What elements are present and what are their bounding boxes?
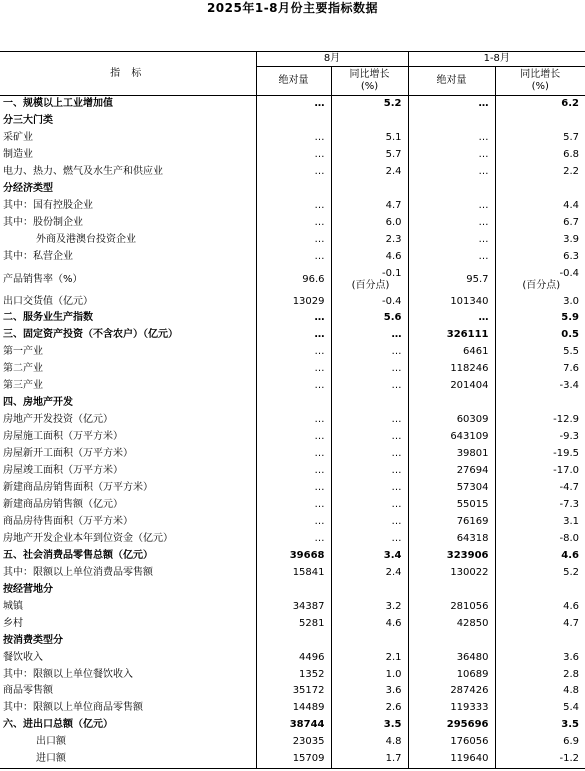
month-yoy-cell: 2.6 <box>331 700 408 717</box>
table-row <box>0 531 585 548</box>
row-label: 房屋竣工面积（万平方米） <box>3 465 123 477</box>
header-month-yoy-line1: 同比增长 <box>349 69 390 80</box>
month-yoy-cell: … <box>331 463 408 480</box>
row-label: 按消费类型分 <box>3 634 63 646</box>
month-yoy-cell <box>331 181 408 198</box>
table-row <box>0 497 585 514</box>
ytd-yoy-cell <box>495 181 585 198</box>
ytd-yoy-cell-value: -0.4 <box>559 267 579 279</box>
header-period-ytd: 1-8月 <box>408 52 585 67</box>
table-row <box>0 599 585 616</box>
month-abs-cell <box>256 395 331 412</box>
page-title: 2025年1-8月份主要指标数据 <box>206 1 379 15</box>
header-ytd-yoy-line1: 同比增长 <box>520 69 561 80</box>
row-label: 城镇 <box>3 600 23 612</box>
ytd-yoy-cell <box>495 113 585 130</box>
row-label: 第三产业 <box>3 380 43 392</box>
month-abs-cell: 15841 <box>256 565 331 582</box>
ytd-abs-cell: 323906 <box>408 548 495 565</box>
table-row <box>0 650 585 667</box>
month-abs-cell: … <box>256 378 331 395</box>
header-row-periods <box>0 52 585 67</box>
table-row <box>0 480 585 497</box>
header-ytd-yoy-line2: (%) <box>531 81 549 92</box>
header-indicator: 指 标 <box>0 52 256 96</box>
ytd-abs-cell: 130022 <box>408 565 495 582</box>
month-abs-cell: … <box>256 429 331 446</box>
ytd-abs-cell: 64318 <box>408 531 495 548</box>
ytd-abs-cell: … <box>408 310 495 327</box>
ytd-yoy-cell: 3.9 <box>495 232 585 249</box>
ytd-yoy-cell: -17.0 <box>495 463 585 480</box>
month-abs-cell: … <box>256 147 331 164</box>
table-row <box>0 463 585 480</box>
ytd-yoy-cell: 6.9 <box>495 734 585 751</box>
ytd-yoy-cell: -4.7 <box>495 480 585 497</box>
ytd-abs-cell: 101340 <box>408 294 495 311</box>
ytd-abs-cell: 201404 <box>408 378 495 395</box>
ytd-abs-cell: 55015 <box>408 497 495 514</box>
ytd-abs-cell: 118246 <box>408 361 495 378</box>
ytd-yoy-cell: -1.2 <box>495 751 585 768</box>
ytd-abs-cell: … <box>408 215 495 232</box>
row-label: 分三大门类 <box>3 114 53 126</box>
table-row <box>0 514 585 531</box>
month-yoy-cell: 3.2 <box>331 599 408 616</box>
ytd-yoy-cell <box>495 582 585 599</box>
table-row <box>0 130 585 147</box>
table-row <box>0 751 585 768</box>
month-abs-cell <box>256 633 331 650</box>
row-label: 产品销售率（%） <box>3 273 83 285</box>
ytd-abs-cell: 60309 <box>408 412 495 429</box>
month-abs-cell: … <box>256 344 331 361</box>
row-label: 新建商品房销售面积（万平方米） <box>3 482 153 494</box>
month-yoy-cell <box>331 266 408 294</box>
ytd-yoy-cell: 5.7 <box>495 130 585 147</box>
ytd-abs-cell: … <box>408 147 495 164</box>
ytd-abs-cell: … <box>408 130 495 147</box>
ytd-abs-cell: … <box>408 232 495 249</box>
month-yoy-cell: 1.7 <box>331 751 408 768</box>
month-yoy-cell: 2.4 <box>331 565 408 582</box>
ytd-abs-cell: 119640 <box>408 751 495 768</box>
table-row <box>0 327 585 344</box>
row-label: 四、房地产开发 <box>3 397 73 409</box>
month-yoy-cell: 5.7 <box>331 147 408 164</box>
ytd-yoy-cell: 6.8 <box>495 147 585 164</box>
ytd-yoy-cell: 3.6 <box>495 650 585 667</box>
ytd-abs-cell: … <box>408 249 495 266</box>
table-row <box>0 378 585 395</box>
ytd-yoy-cell: 5.5 <box>495 344 585 361</box>
month-abs-cell <box>256 181 331 198</box>
ytd-abs-cell: 36480 <box>408 650 495 667</box>
table-row <box>0 412 585 429</box>
ytd-yoy-cell: 5.2 <box>495 565 585 582</box>
row-label: 按经营地分 <box>3 583 53 595</box>
ytd-yoy-cell: 7.6 <box>495 361 585 378</box>
ytd-yoy-cell: -19.5 <box>495 446 585 463</box>
ytd-yoy-cell: 3.0 <box>495 294 585 311</box>
table-row <box>0 548 585 565</box>
table-row <box>0 446 585 463</box>
row-label: 出口交货值（亿元） <box>3 295 93 307</box>
month-yoy-cell: … <box>331 378 408 395</box>
row-label: 采矿业 <box>3 131 33 143</box>
table-row <box>0 395 585 412</box>
ytd-abs-cell: 643109 <box>408 429 495 446</box>
ytd-yoy-cell: 6.3 <box>495 249 585 266</box>
month-yoy-cell <box>331 395 408 412</box>
month-yoy-cell: 3.5 <box>331 717 408 734</box>
ytd-abs-cell: 295696 <box>408 717 495 734</box>
table-row <box>0 294 585 311</box>
ytd-abs-cell: 57304 <box>408 480 495 497</box>
month-yoy-cell: 3.6 <box>331 683 408 700</box>
row-label: 三、固定资产投资（不含农户）（亿元） <box>3 329 178 341</box>
row-label: 房屋施工面积（万平方米） <box>3 431 123 443</box>
row-label: 其中：限额以上单位商品零售额 <box>3 702 143 714</box>
row-label: 房屋新开工面积（万平方米） <box>3 448 133 460</box>
table-row <box>0 734 585 751</box>
month-abs-cell: … <box>256 480 331 497</box>
month-abs-cell: 34387 <box>256 599 331 616</box>
ytd-yoy-cell: -9.3 <box>495 429 585 446</box>
ytd-yoy-cell: -12.9 <box>495 412 585 429</box>
header-month-yoy <box>331 67 408 96</box>
ytd-abs-cell: 42850 <box>408 616 495 633</box>
ytd-abs-cell: 27694 <box>408 463 495 480</box>
header-ytd-abs: 绝对量 <box>408 67 495 96</box>
month-abs-cell: … <box>256 96 331 113</box>
table-row <box>0 361 585 378</box>
month-abs-cell: … <box>256 361 331 378</box>
ytd-abs-cell <box>408 582 495 599</box>
month-yoy-cell: 4.6 <box>331 249 408 266</box>
month-abs-cell: … <box>256 310 331 327</box>
month-abs-cell: … <box>256 497 331 514</box>
ytd-yoy-cell: 3.1 <box>495 514 585 531</box>
row-label: 一、规模以上工业增加值 <box>3 98 113 109</box>
month-abs-cell: … <box>256 531 331 548</box>
header-period-month: 8月 <box>256 52 408 67</box>
table-row <box>0 232 585 249</box>
row-label: 第一产业 <box>3 346 43 358</box>
ytd-abs-cell: … <box>408 96 495 113</box>
month-yoy-cell: … <box>331 327 408 344</box>
month-yoy-cell: 4.6 <box>331 616 408 633</box>
month-abs-cell: … <box>256 514 331 531</box>
ytd-abs-cell: 326111 <box>408 327 495 344</box>
header-month-yoy-line2: (%) <box>360 81 379 92</box>
table-row <box>0 344 585 361</box>
header-month-abs: 绝对量 <box>256 67 331 96</box>
month-yoy-cell: 2.1 <box>331 650 408 667</box>
table-row <box>0 565 585 582</box>
table-row <box>0 582 585 599</box>
month-abs-cell: … <box>256 130 331 147</box>
table-body <box>0 96 585 769</box>
row-label: 商品房待售面积（万平方米） <box>3 515 133 527</box>
ytd-yoy-cell: -3.4 <box>495 378 585 395</box>
month-abs-cell: 15709 <box>256 751 331 768</box>
month-yoy-cell: … <box>331 361 408 378</box>
row-label: 其中：私营企业 <box>3 250 73 262</box>
table-row <box>0 310 585 327</box>
row-label: 新建商品房销售额（亿元） <box>3 498 123 510</box>
table-row <box>0 616 585 633</box>
month-yoy-cell <box>331 633 408 650</box>
row-label: 商品零售额 <box>3 685 53 697</box>
month-abs-cell <box>256 113 331 130</box>
row-label: 第二产业 <box>3 363 43 375</box>
row-label: 房地产开发投资（亿元） <box>3 414 113 426</box>
month-yoy-cell: … <box>331 480 408 497</box>
table-row <box>0 717 585 734</box>
ytd-yoy-cell: 6.2 <box>495 96 585 113</box>
month-abs-cell: 1352 <box>256 667 331 684</box>
month-yoy-cell: 5.1 <box>331 130 408 147</box>
row-label: 分经济类型 <box>3 182 53 194</box>
month-yoy-cell: 3.4 <box>331 548 408 565</box>
table-row <box>0 683 585 700</box>
ytd-yoy-cell: 4.8 <box>495 683 585 700</box>
ytd-abs-cell: 39801 <box>408 446 495 463</box>
table-row <box>0 215 585 232</box>
month-yoy-cell: … <box>331 344 408 361</box>
month-abs-cell: … <box>256 164 331 181</box>
table-row <box>0 113 585 130</box>
row-label: 其中：股份制企业 <box>3 216 83 228</box>
month-abs-cell: … <box>256 215 331 232</box>
row-label: 外商及港澳台投资企业 <box>36 233 136 245</box>
month-abs-cell: 23035 <box>256 734 331 751</box>
ytd-yoy-cell: 4.6 <box>495 599 585 616</box>
row-label: 六、进出口总额（亿元） <box>3 719 113 731</box>
ytd-yoy-cell <box>495 395 585 412</box>
month-abs-cell: 14489 <box>256 700 331 717</box>
month-yoy-cell: 5.6 <box>331 310 408 327</box>
row-label: 房地产开发企业本年到位资金（亿元） <box>3 532 173 544</box>
month-abs-cell: … <box>256 198 331 215</box>
month-yoy-cell: … <box>331 429 408 446</box>
month-yoy-cell: … <box>331 446 408 463</box>
ytd-yoy-cell <box>495 633 585 650</box>
ytd-yoy-cell: 5.9 <box>495 310 585 327</box>
table-row <box>0 249 585 266</box>
row-label: 其中：限额以上单位餐饮收入 <box>3 668 133 680</box>
table-row <box>0 667 585 684</box>
ytd-yoy-cell <box>495 266 585 294</box>
table-row <box>0 96 585 113</box>
row-label: 餐饮收入 <box>3 651 43 663</box>
ytd-abs-cell <box>408 395 495 412</box>
month-yoy-cell <box>331 113 408 130</box>
month-yoy-cell: 1.0 <box>331 667 408 684</box>
table-row <box>0 164 585 181</box>
month-yoy-cell-unit: (百分点) <box>351 279 390 291</box>
month-abs-cell: 5281 <box>256 616 331 633</box>
row-label: 乡村 <box>3 617 23 629</box>
ytd-yoy-cell: 4.4 <box>495 198 585 215</box>
month-yoy-cell: 6.0 <box>331 215 408 232</box>
ytd-abs-cell: … <box>408 198 495 215</box>
table-row <box>0 633 585 650</box>
month-yoy-cell: … <box>331 531 408 548</box>
table-row <box>0 181 585 198</box>
header-ytd-yoy <box>495 67 585 96</box>
ytd-abs-cell: 281056 <box>408 599 495 616</box>
ytd-yoy-cell: 6.7 <box>495 215 585 232</box>
indicator-table <box>0 51 585 769</box>
table-row <box>0 266 585 294</box>
ytd-yoy-cell: 4.6 <box>495 548 585 565</box>
month-abs-cell: … <box>256 327 331 344</box>
month-yoy-cell: 2.4 <box>331 164 408 181</box>
row-label: 其中：限额以上单位消费品零售额 <box>3 566 153 578</box>
ytd-yoy-cell: 2.2 <box>495 164 585 181</box>
table-row <box>0 147 585 164</box>
ytd-yoy-cell: 4.7 <box>495 616 585 633</box>
ytd-abs-cell: … <box>408 164 495 181</box>
ytd-abs-cell: 10689 <box>408 667 495 684</box>
ytd-abs-cell <box>408 633 495 650</box>
month-yoy-cell <box>331 582 408 599</box>
month-yoy-cell: … <box>331 412 408 429</box>
table-row <box>0 700 585 717</box>
month-abs-cell: … <box>256 249 331 266</box>
ytd-abs-cell: 76169 <box>408 514 495 531</box>
ytd-abs-cell <box>408 113 495 130</box>
ytd-abs-cell: 176056 <box>408 734 495 751</box>
month-yoy-cell: -0.4 <box>331 294 408 311</box>
table-row <box>0 198 585 215</box>
ytd-abs-cell: 119333 <box>408 700 495 717</box>
ytd-abs-cell <box>408 181 495 198</box>
month-yoy-cell: 4.8 <box>331 734 408 751</box>
month-abs-cell: … <box>256 232 331 249</box>
row-label: 二、服务业生产指数 <box>3 312 93 324</box>
month-abs-cell: … <box>256 463 331 480</box>
row-label: 电力、热力、燃气及水生产和供应业 <box>3 165 163 177</box>
month-abs-cell: 35172 <box>256 683 331 700</box>
ytd-abs-cell: 6461 <box>408 344 495 361</box>
month-abs-cell: 38744 <box>256 717 331 734</box>
ytd-yoy-cell: 3.5 <box>495 717 585 734</box>
row-label: 出口额 <box>36 736 66 748</box>
ytd-yoy-cell: -7.3 <box>495 497 585 514</box>
ytd-yoy-cell: 5.4 <box>495 700 585 717</box>
ytd-abs-cell: 95.7 <box>408 266 495 294</box>
row-label: 制造业 <box>3 148 33 160</box>
month-abs-cell: … <box>256 412 331 429</box>
row-label: 进口额 <box>0 751 256 768</box>
ytd-abs-cell: 287426 <box>408 683 495 700</box>
ytd-yoy-cell: 2.8 <box>495 667 585 684</box>
month-yoy-cell: … <box>331 497 408 514</box>
row-label: 五、社会消费品零售总额（亿元） <box>3 549 153 561</box>
month-abs-cell: 39668 <box>256 548 331 565</box>
ytd-yoy-cell: 0.5 <box>495 327 585 344</box>
month-yoy-cell: 5.2 <box>331 96 408 113</box>
month-yoy-cell: … <box>331 514 408 531</box>
month-abs-cell: … <box>256 446 331 463</box>
ytd-yoy-cell: -8.0 <box>495 531 585 548</box>
month-abs-cell: 4496 <box>256 650 331 667</box>
month-yoy-cell: 2.3 <box>331 232 408 249</box>
month-yoy-cell: 4.7 <box>331 198 408 215</box>
month-abs-cell: 96.6 <box>256 266 331 294</box>
month-yoy-cell-value: -0.1 <box>381 267 402 279</box>
month-abs-cell <box>256 582 331 599</box>
table-row <box>0 429 585 446</box>
row-label: 其中：国有控股企业 <box>3 199 93 211</box>
ytd-yoy-cell-unit: (百分点) <box>522 279 561 291</box>
month-abs-cell: 13029 <box>256 294 331 311</box>
